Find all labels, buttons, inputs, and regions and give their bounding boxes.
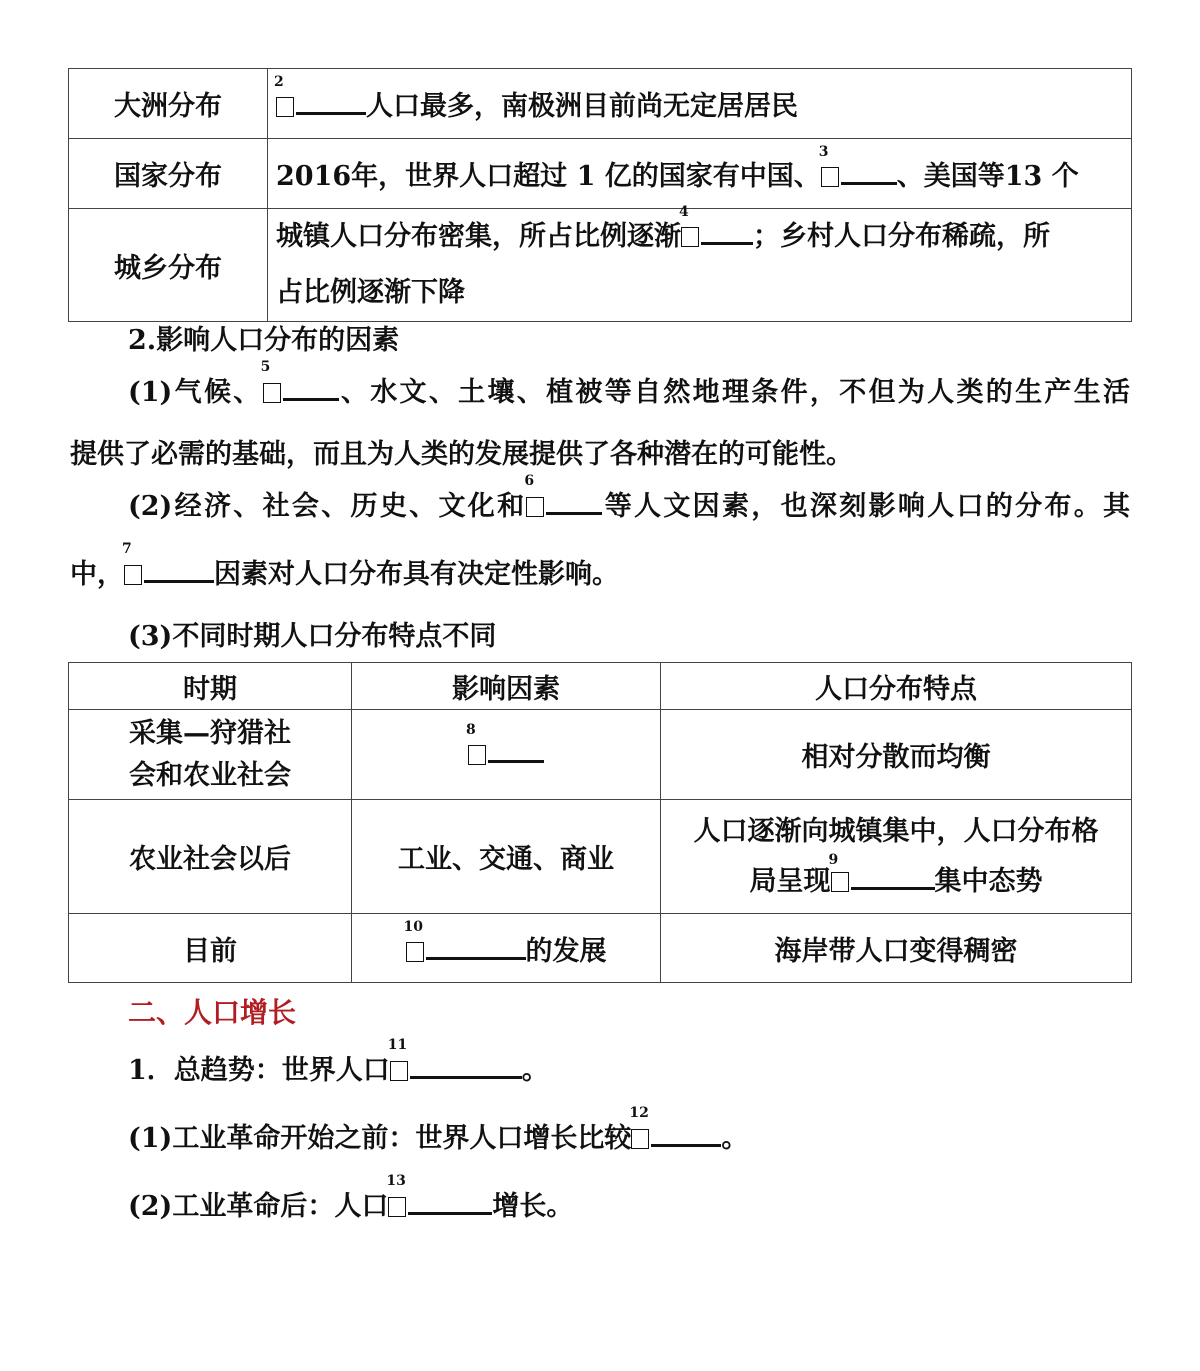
row-label: 国家分布 (69, 139, 268, 209)
section-heading: 2.影响人口分布的因素 (128, 325, 400, 356)
answer-box-icon (821, 167, 839, 187)
row-content: 2 人口最多，南极洲目前尚无定居居民 (268, 69, 1132, 139)
period-cell: 目前 (69, 914, 352, 983)
answer-box-icon (263, 383, 281, 403)
factor-cell: 10 的发展 (352, 914, 661, 983)
answer-box-icon (124, 565, 142, 585)
fill-blank[interactable]: 11 (390, 1054, 522, 1088)
population-distribution-table (68, 68, 1132, 322)
factor-cell: 工业、交通、商业 (352, 800, 661, 914)
row-label: 大洲分布 (69, 69, 268, 139)
paragraph-line: 提供了必需的基础，而且为人类的发展提供了各种潜在的可能性。 (70, 439, 853, 470)
answer-box-icon (388, 1197, 406, 1217)
column-header: 时期 (69, 663, 352, 710)
fill-blank[interactable]: 8 (468, 739, 544, 770)
answer-box-icon (468, 745, 486, 765)
fill-blank[interactable]: 5 (263, 376, 339, 410)
feature-cell: 人口逐渐向城镇集中，人口分布格 局呈现 9 集中态势 (661, 800, 1132, 914)
paragraph-line: (3)不同时期人口分布特点不同 (128, 621, 497, 652)
table-row (69, 710, 1132, 800)
fill-blank[interactable]: 13 (388, 1190, 492, 1224)
feature-cell: 海岸带人口变得稠密 (661, 914, 1132, 983)
row-content: 2016年，世界人口超过 1 亿的国家有中国、 3 、美国等13 个 (268, 139, 1132, 209)
fill-blank[interactable]: 10 (406, 936, 526, 967)
fill-blank[interactable]: 4 (681, 209, 753, 265)
table-row (69, 139, 1132, 209)
column-header: 人口分布特点 (661, 663, 1132, 710)
paragraph-line: 1．总趋势：世界人口 11 。 (128, 1037, 549, 1086)
fill-blank[interactable]: 7 (124, 558, 214, 592)
answer-box-icon (681, 227, 699, 247)
paragraph-line: (1)工业革命开始之前：世界人口增长比较 12 。 (128, 1105, 749, 1154)
paragraph-line: (1)气候、 5 、水文、土壤、植被等自然地理条件，不但为人类的生产生活 (128, 359, 1131, 408)
paragraph-line: (2)经济、社会、历史、文化和 6 等人文因素，也深刻影响人口的分布。其 (128, 473, 1131, 522)
answer-box-icon (390, 1061, 408, 1081)
fill-blank[interactable]: 12 (631, 1122, 721, 1156)
answer-box-icon (406, 942, 424, 962)
fill-blank[interactable]: 9 (831, 857, 935, 907)
table-row (69, 800, 1132, 914)
fill-blank[interactable]: 3 (821, 161, 897, 192)
answer-box-icon (831, 872, 849, 892)
table-row (69, 209, 1132, 322)
table-row (69, 69, 1132, 139)
row-label: 城乡分布 (69, 209, 268, 322)
answer-box-icon (526, 497, 544, 517)
period-cell: 农业社会以后 (69, 800, 352, 914)
column-header: 影响因素 (352, 663, 661, 710)
row-content: 城镇人口分布密集，所占比例逐渐 4 ；乡村人口分布稀疏，所 占比例逐渐下降 (268, 209, 1132, 322)
table-row (69, 914, 1132, 983)
feature-cell: 相对分散而均衡 (661, 710, 1132, 800)
period-distribution-table (68, 662, 1132, 983)
fill-blank[interactable]: 2 (276, 91, 366, 122)
answer-box-icon (631, 1129, 649, 1149)
paragraph-line: 中， 7 因素对人口分布具有决定性影响。 (70, 541, 619, 590)
fill-blank[interactable]: 6 (526, 490, 602, 524)
period-cell: 采集—狩猎社 会和农业社会 (69, 710, 352, 800)
section-title: 二、人口增长 (128, 996, 297, 1029)
paragraph-line: (2)工业革命后：人口 13 增长。 (128, 1173, 574, 1222)
answer-box-icon (276, 97, 294, 117)
table-header-row (69, 663, 1132, 710)
factor-cell (352, 710, 661, 800)
